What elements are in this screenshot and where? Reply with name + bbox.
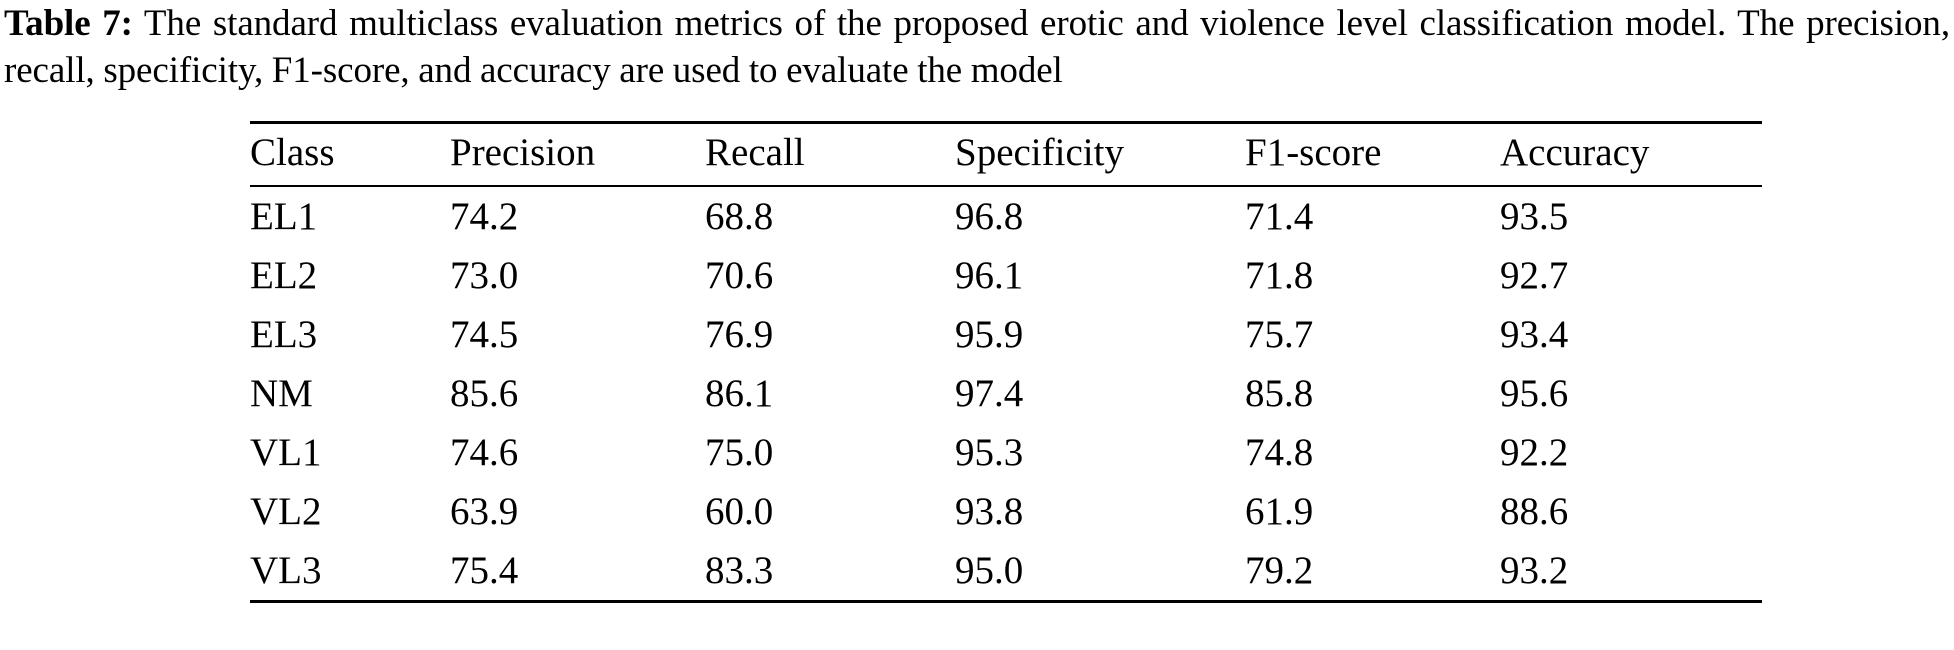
cell-specificity: 95.9 [955,312,1024,356]
cell-f1-score: 75.7 [1245,312,1314,356]
cell-accuracy: 95.6 [1500,371,1569,415]
cell-class: VL2 [250,489,322,533]
cell-precision: 73.0 [450,253,519,297]
cell-precision: 75.4 [450,548,519,592]
cell-f1-score: 74.8 [1245,430,1314,474]
cell-accuracy: 88.6 [1500,489,1569,533]
column-header-recall: Recall [705,130,805,174]
cell-class: EL3 [250,312,318,356]
caption-label: Table 7: [4,3,133,44]
column-header-accuracy: Accuracy [1500,130,1650,174]
column-header-f1-score: F1-score [1245,130,1382,174]
cell-f1-score: 85.8 [1245,371,1314,415]
cell-f1-score: 79.2 [1245,548,1314,592]
table-row [250,246,1762,305]
cell-f1-score: 71.8 [1245,253,1314,297]
cell-recall: 60.0 [705,489,774,533]
table-row [250,482,1762,541]
table-caption [0,0,1954,95]
cell-accuracy: 93.4 [1500,312,1569,356]
table-row [250,541,1762,602]
cell-specificity: 95.0 [955,548,1024,592]
column-header-precision: Precision [450,130,596,174]
cell-precision: 74.5 [450,312,519,356]
table-row [250,186,1762,246]
table-row [250,423,1762,482]
table-row [250,364,1762,423]
column-header-class: Class [250,130,335,174]
cell-recall: 86.1 [705,371,774,415]
cell-class: EL1 [250,194,318,238]
cell-precision: 63.9 [450,489,519,533]
cell-recall: 68.8 [705,194,774,238]
cell-recall: 75.0 [705,430,774,474]
cell-class: VL3 [250,548,322,592]
cell-accuracy: 93.2 [1500,548,1569,592]
table-header [250,122,1762,186]
cell-class: EL2 [250,253,318,297]
table-row [250,305,1762,364]
cell-precision: 74.2 [450,194,519,238]
column-header-specificity: Specificity [955,130,1124,174]
cell-accuracy: 92.2 [1500,430,1569,474]
cell-accuracy: 93.5 [1500,194,1569,238]
cell-accuracy: 92.7 [1500,253,1569,297]
cell-class: NM [250,371,313,415]
cell-precision: 74.6 [450,430,519,474]
cell-specificity: 96.8 [955,194,1024,238]
cell-specificity: 93.8 [955,489,1024,533]
metrics-table [250,121,1762,603]
cell-recall: 83.3 [705,548,774,592]
cell-specificity: 96.1 [955,253,1024,297]
table-body [250,186,1762,602]
table-header-row [250,122,1762,186]
cell-specificity: 95.3 [955,430,1024,474]
cell-class: VL1 [250,430,322,474]
table-container [0,121,1954,603]
cell-f1-score: 71.4 [1245,194,1314,238]
cell-recall: 70.6 [705,253,774,297]
cell-f1-score: 61.9 [1245,489,1314,533]
caption-text: The standard multiclass evaluation metrics of the proposed erotic and violence level classification model. The precision, recall, specificity, F1-score, and accuracy are used to evaluate the model [4,3,1950,92]
cell-specificity: 97.4 [955,371,1024,415]
cell-precision: 85.6 [450,371,519,415]
cell-recall: 76.9 [705,312,774,356]
